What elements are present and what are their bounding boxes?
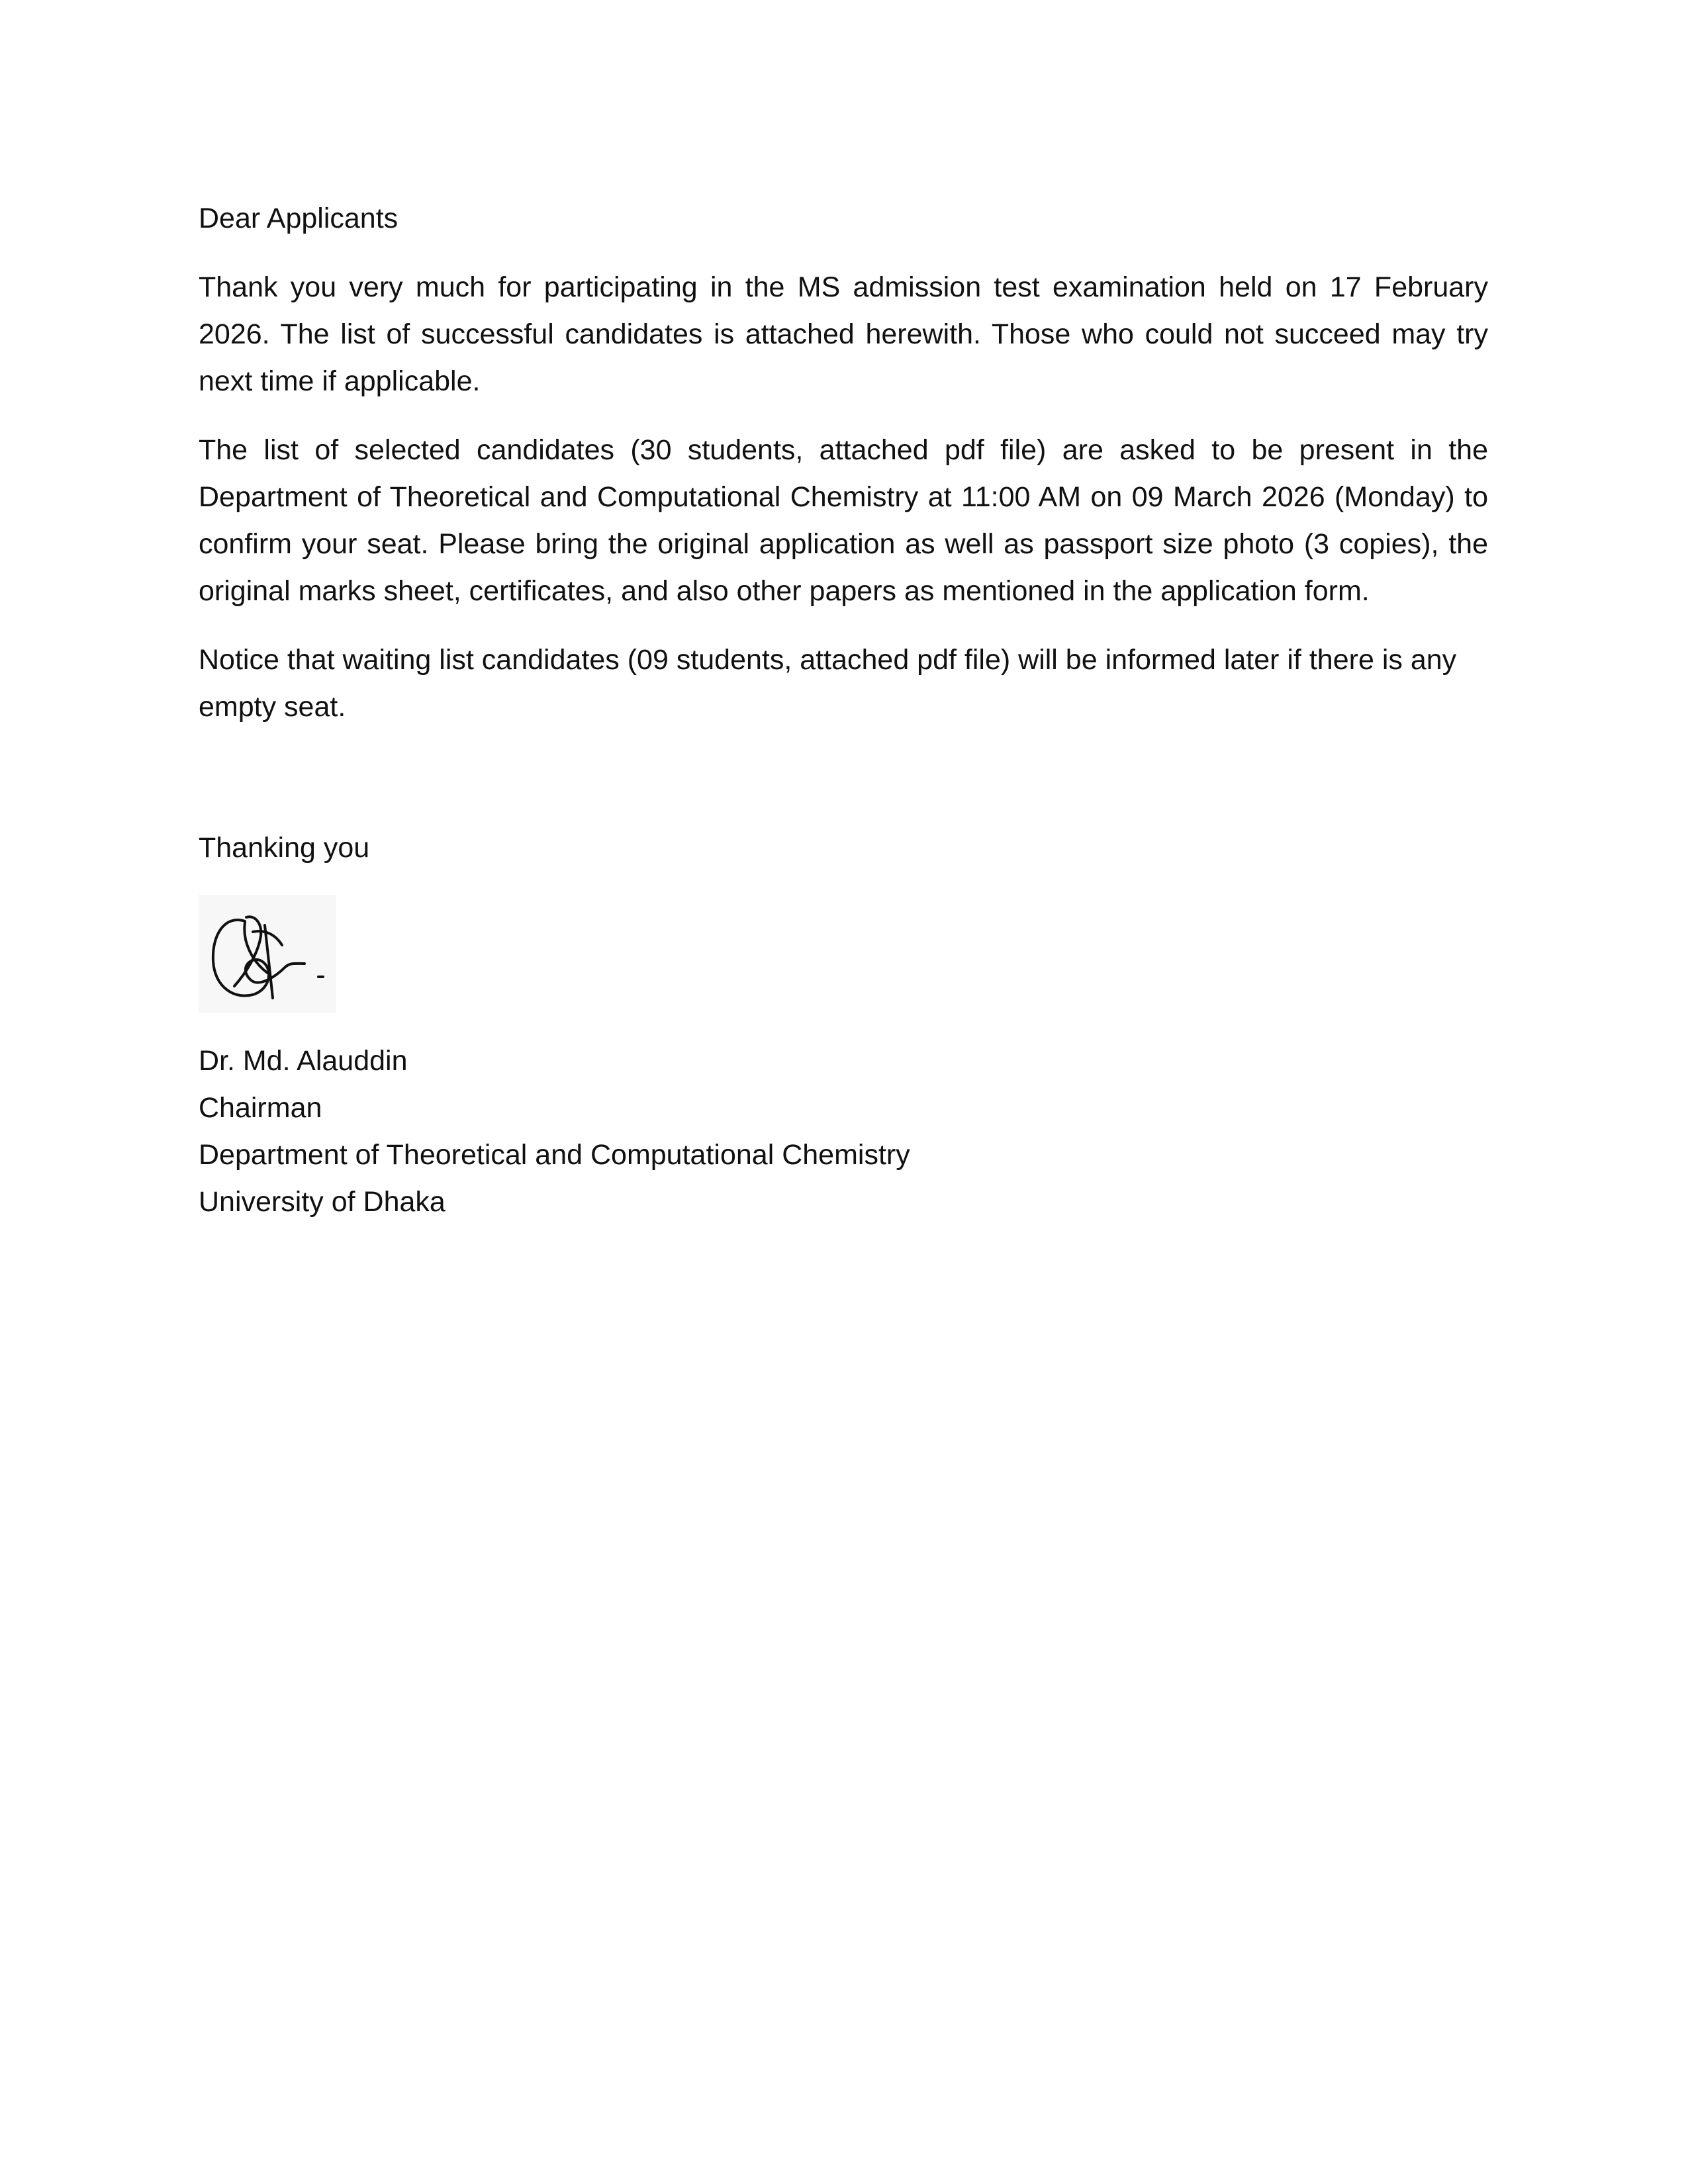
paragraph-selected-candidates: The list of selected candidates (30 students, attached pdf file) are asked to be present in the Department of Theoretical and Computational Chemistry at 11:00 AM on 09 March 2026 (Monday) to confirm your seat. Please bring the original application as well as passport size photo (3 copies), the original marks sheet, certificates, and also other papers as mentioned in the application form. xyxy=(199,434,1488,607)
signatory-institution: University of Dhaka xyxy=(199,1186,445,1218)
paragraph-waiting-list: Notice that waiting list candidates (09 students, attached pdf file) will be informed later if there is any empty seat. xyxy=(199,644,1457,723)
paragraph-thanks: Thank you very much for participating in the MS admission test examination held on 17 February 2026. The list of successful candidates is attached herewith. Those who could not succeed may try next time if applicable. xyxy=(199,271,1488,397)
signatory-block xyxy=(199,1038,1488,1226)
signatory-department: Department of Theoretical and Computational Chemistry xyxy=(199,1139,910,1171)
signatory-title: Chairman xyxy=(199,1092,322,1124)
letter-body xyxy=(199,195,1488,1226)
signatory-name: Dr. Md. Alauddin xyxy=(199,1045,408,1077)
salutation: Dear Applicants xyxy=(199,203,399,234)
closing-line: Thanking you xyxy=(199,832,370,864)
signature-icon xyxy=(199,895,336,1013)
